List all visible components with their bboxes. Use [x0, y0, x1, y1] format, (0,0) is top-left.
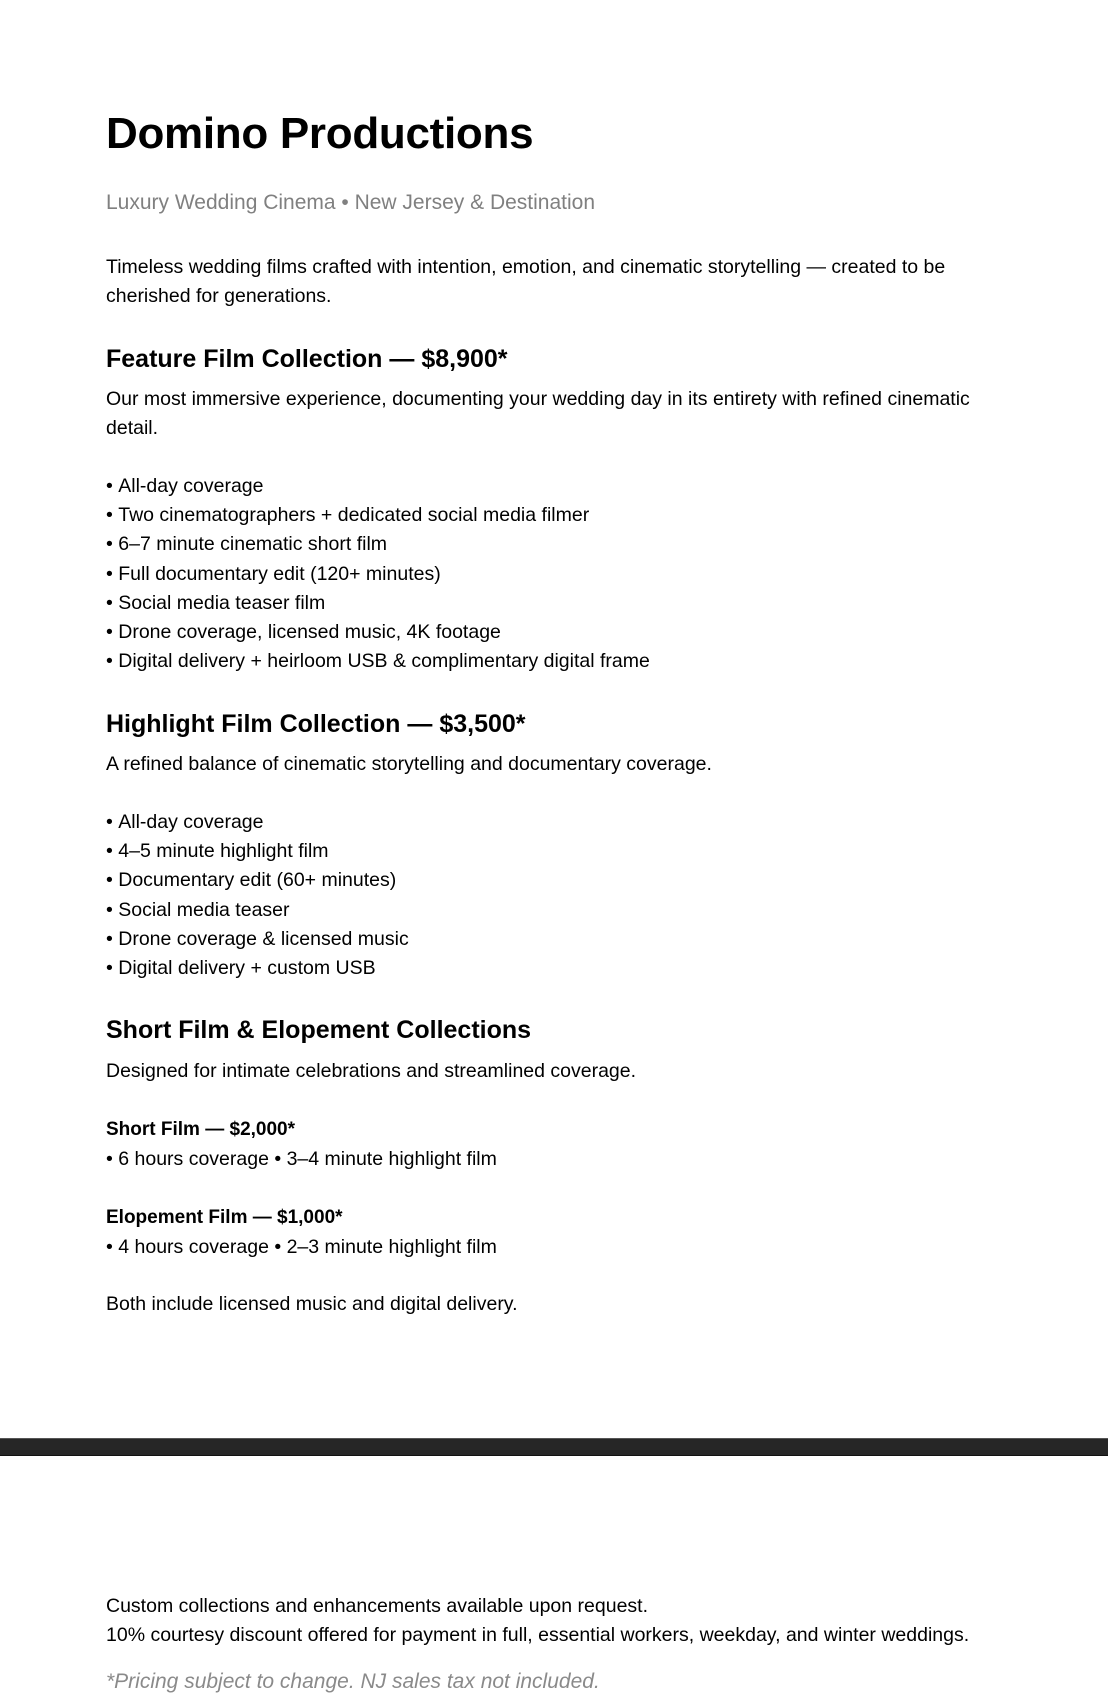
list-item: • Full documentary edit (120+ minutes): [106, 560, 650, 589]
list-item: • Digital delivery + custom USB: [106, 954, 409, 983]
page-divider: [0, 1438, 1108, 1456]
highlight-collection-list: [106, 808, 409, 983]
feature-collection-heading: Feature Film Collection — $8,900*: [106, 345, 508, 373]
discount-note: 10% courtesy discount offered for payment in full, essential workers, weekday, and winter weddings.: [106, 1624, 970, 1646]
highlight-collection-heading: Highlight Film Collection — $3,500*: [106, 710, 526, 738]
list-item: • 4–5 minute highlight film: [106, 837, 409, 866]
intro-paragraph: Timeless wedding films crafted with intention, emotion, and cinematic storytelling — created to be cherished for generations.: [106, 256, 946, 307]
list-item: • Digital delivery + heirloom USB & complimentary digital frame: [106, 647, 650, 676]
page-title: Domino Productions: [106, 109, 534, 158]
feature-collection-description: Our most immersive experience, documenting your wedding day in its entirety with refined cinematic detail.: [106, 388, 970, 439]
short-collection-heading: Short Film & Elopement Collections: [106, 1016, 532, 1044]
list-item: • 6–7 minute cinematic short film: [106, 530, 650, 559]
page-subtitle: Luxury Wedding Cinema • New Jersey & Destination: [106, 191, 596, 214]
list-item: • Documentary edit (60+ minutes): [106, 866, 409, 895]
list-item: • All-day coverage: [106, 808, 409, 837]
pricing-disclaimer: *Pricing subject to change. NJ sales tax not included.: [106, 1670, 600, 1693]
list-item: • Social media teaser film: [106, 589, 650, 618]
list-item: • Drone coverage, licensed music, 4K footage: [106, 618, 650, 647]
list-item: • All-day coverage: [106, 472, 650, 501]
highlight-collection-description: A refined balance of cinematic storytelling and documentary coverage.: [106, 753, 712, 775]
page-lower-section: [0, 1456, 1108, 1708]
list-item: • Social media teaser: [106, 896, 409, 925]
list-item: • Drone coverage & licensed music: [106, 925, 409, 954]
elopement-film-details: • 4 hours coverage • 2–3 minute highlight film: [106, 1236, 497, 1258]
feature-collection-list: [106, 472, 650, 676]
list-item: • Two cinematographers + dedicated social media filmer: [106, 501, 650, 530]
custom-collections-note: Custom collections and enhancements available upon request.: [106, 1595, 649, 1617]
short-film-details: • 6 hours coverage • 3–4 minute highlight film: [106, 1148, 497, 1170]
both-include-note: Both include licensed music and digital delivery.: [106, 1293, 518, 1315]
short-film-title: Short Film — $2,000*: [106, 1119, 296, 1140]
short-collection-description: Designed for intimate celebrations and streamlined coverage.: [106, 1060, 637, 1082]
elopement-film-title: Elopement Film — $1,000*: [106, 1207, 343, 1228]
